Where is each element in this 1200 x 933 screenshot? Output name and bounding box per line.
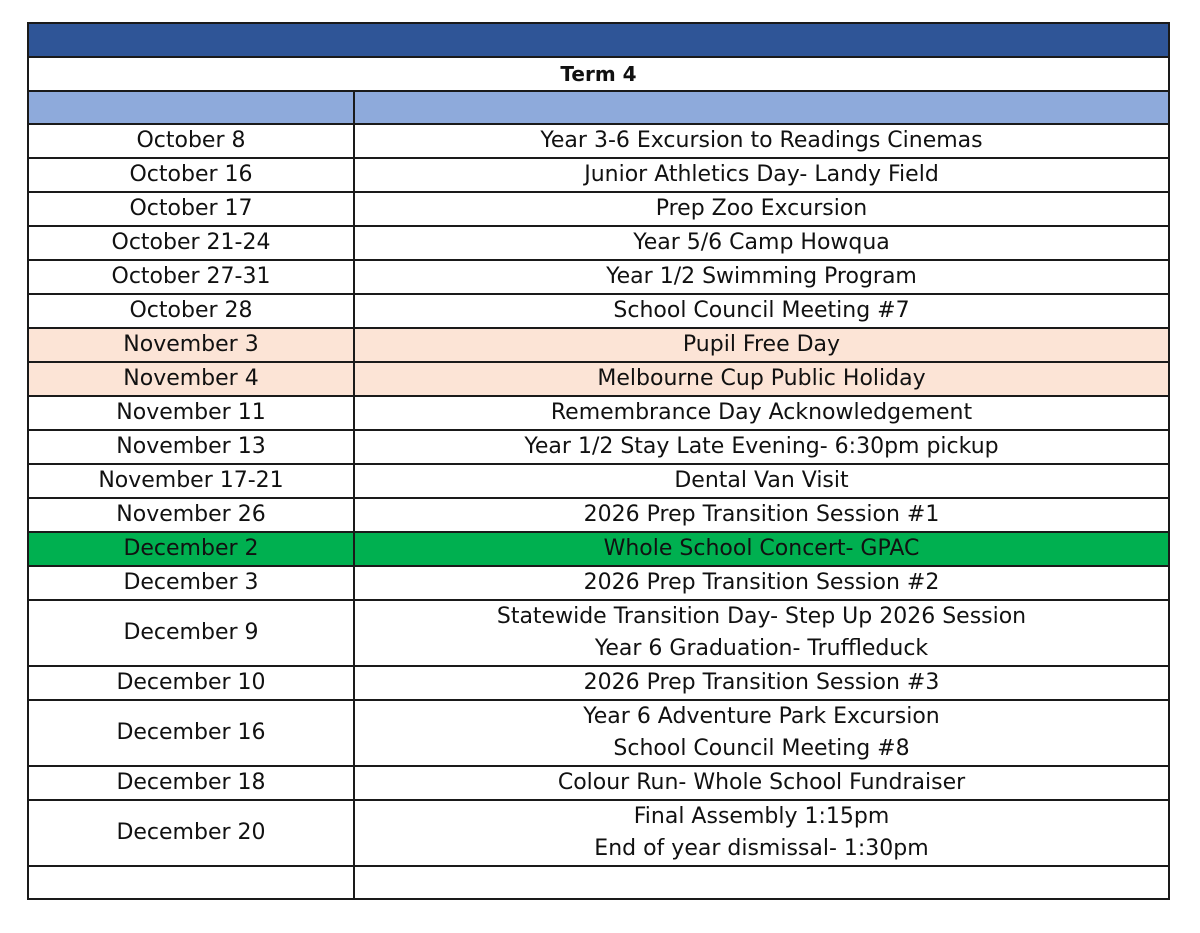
table-row (28, 600, 1169, 666)
event-text: 2026 Prep Transition Session #1 (583, 502, 940, 527)
table-row (28, 566, 1169, 600)
table-row (28, 532, 1169, 566)
event-text: Final Assembly 1:15pm (633, 804, 890, 829)
event-cell (354, 124, 1169, 158)
event-cell (354, 766, 1169, 800)
date-cell: October 27-31 (28, 260, 354, 294)
event-text: Dental Van Visit (674, 468, 849, 493)
table-row (28, 666, 1169, 700)
event-text: Year 1/2 Swimming Program (606, 264, 917, 289)
date-cell: November 3 (28, 328, 354, 362)
event-text: Remembrance Day Acknowledgement (550, 400, 973, 425)
event-text: Whole School Concert- GPAC (603, 536, 920, 561)
date-cell: October 8 (28, 124, 354, 158)
empty-date-cell (28, 866, 354, 899)
table-row (28, 800, 1169, 866)
event-cell (354, 158, 1169, 192)
term-calendar-table (27, 22, 1170, 900)
event-text: Melbourne Cup Public Holiday (597, 366, 926, 391)
event-cell (354, 226, 1169, 260)
table-row (28, 226, 1169, 260)
table-row (28, 260, 1169, 294)
event-text: School Council Meeting #8 (613, 736, 910, 761)
title-row (28, 57, 1169, 91)
event-text: Statewide Transition Day- Step Up 2026 Session (496, 604, 1027, 629)
date-cell: November 11 (28, 396, 354, 430)
event-cell (354, 260, 1169, 294)
event-text: Year 1/2 Stay Late Evening- 6:30pm pickup (524, 434, 999, 459)
event-text: Colour Run- Whole School Fundraiser (557, 770, 966, 795)
table-row (28, 328, 1169, 362)
event-cell (354, 566, 1169, 600)
date-cell: December 10 (28, 666, 354, 700)
table-row (28, 464, 1169, 498)
event-cell (354, 800, 1169, 866)
table-row (28, 192, 1169, 226)
subheader-date-cell (28, 91, 354, 124)
date-cell: November 13 (28, 430, 354, 464)
table-row (28, 124, 1169, 158)
event-text: Year 6 Adventure Park Excursion (583, 704, 940, 729)
date-cell: December 18 (28, 766, 354, 800)
date-cell: October 21-24 (28, 226, 354, 260)
event-cell (354, 430, 1169, 464)
event-cell (354, 700, 1169, 766)
event-cell (354, 532, 1169, 566)
event-cell (354, 328, 1169, 362)
event-text: Pupil Free Day (682, 332, 841, 357)
empty-event-cell (354, 866, 1169, 899)
table-row (28, 700, 1169, 766)
event-text: 2026 Prep Transition Session #2 (583, 570, 940, 595)
date-cell: December 2 (28, 532, 354, 566)
date-cell: December 3 (28, 566, 354, 600)
event-cell (354, 362, 1169, 396)
empty-row (28, 866, 1169, 899)
date-cell: December 16 (28, 700, 354, 766)
event-text: End of year dismissal- 1:30pm (594, 836, 929, 861)
event-cell (354, 294, 1169, 328)
table-row (28, 498, 1169, 532)
event-text: School Council Meeting #7 (613, 298, 910, 323)
header-band-cell (28, 23, 1169, 57)
table-row (28, 430, 1169, 464)
date-cell: November 26 (28, 498, 354, 532)
subheader-row (28, 91, 1169, 124)
date-cell: October 28 (28, 294, 354, 328)
table-row (28, 294, 1169, 328)
event-cell (354, 666, 1169, 700)
calendar-sheet (27, 22, 1168, 900)
event-text: Prep Zoo Excursion (655, 196, 868, 221)
date-cell: November 4 (28, 362, 354, 396)
event-cell (354, 464, 1169, 498)
event-text: Junior Athletics Day- Landy Field (584, 162, 939, 187)
subheader-event-cell (354, 91, 1169, 124)
table-row (28, 396, 1169, 430)
date-cell: October 17 (28, 192, 354, 226)
event-text: Year 3-6 Excursion to Readings Cinemas (540, 128, 983, 153)
event-cell (354, 396, 1169, 430)
term-title: Term 4 (28, 57, 1169, 91)
event-text: Year 5/6 Camp Howqua (633, 230, 890, 255)
date-cell: October 16 (28, 158, 354, 192)
event-text: Year 6 Graduation- Truffleduck (594, 636, 929, 661)
event-cell (354, 192, 1169, 226)
header-band (28, 23, 1169, 57)
table-row (28, 362, 1169, 396)
date-cell: November 17-21 (28, 464, 354, 498)
event-cell (354, 498, 1169, 532)
date-cell: December 9 (28, 600, 354, 666)
table-row (28, 766, 1169, 800)
event-text: 2026 Prep Transition Session #3 (583, 670, 940, 695)
event-cell (354, 600, 1169, 666)
date-cell: December 20 (28, 800, 354, 866)
table-row (28, 158, 1169, 192)
